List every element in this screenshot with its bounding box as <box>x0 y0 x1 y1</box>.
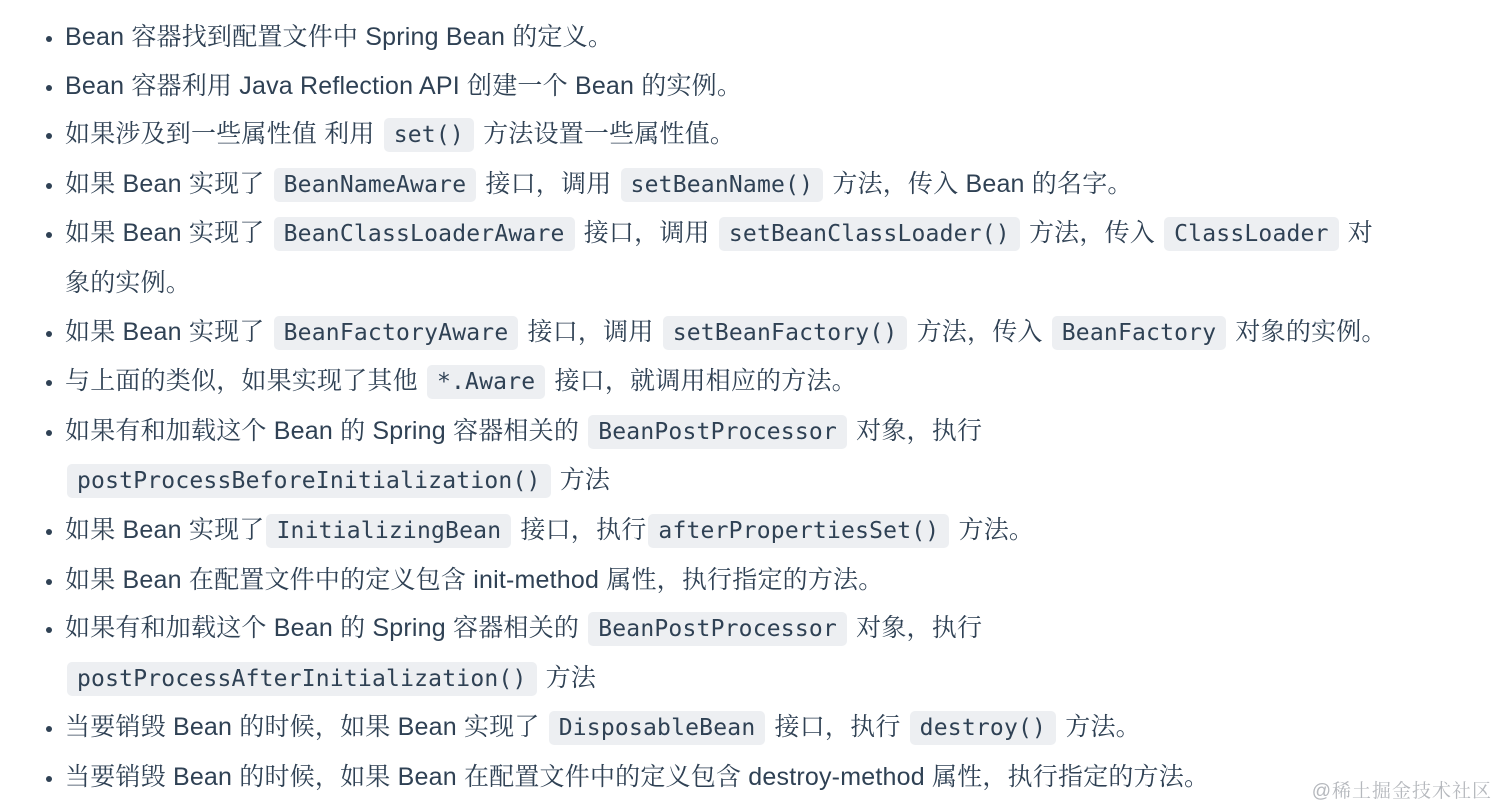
inline-code: BeanPostProcessor <box>588 415 847 449</box>
inline-code: setBeanFactory() <box>663 316 908 350</box>
text-segment: 如果 Bean 实现了 <box>65 317 272 346</box>
text-segment: 接口，执行 <box>513 515 647 544</box>
inline-code: BeanClassLoaderAware <box>274 217 575 251</box>
text-segment: 方法，传入 Bean 的名字。 <box>825 169 1133 198</box>
text-segment: 如果 Bean 实现了 <box>65 219 272 248</box>
text-segment: 对象的实例。 <box>65 219 1374 297</box>
list-item <box>65 753 1398 802</box>
list-item <box>65 110 1398 160</box>
text-segment: 方法。 <box>951 515 1035 544</box>
inline-code: set() <box>384 118 474 152</box>
text-segment: 如果有和加载这个 Bean 的 Spring 容器相关的 <box>65 614 587 643</box>
text-segment: 接口，调用 <box>576 219 717 248</box>
list-item <box>65 506 1398 556</box>
inline-code: ClassLoader <box>1164 217 1339 251</box>
text-segment: 对象的实例。 <box>1228 317 1387 346</box>
list-item <box>65 308 1398 358</box>
text-segment: Bean 容器找到配置文件中 Spring Bean 的定义。 <box>65 23 614 51</box>
text-segment: 如果涉及到一些属性值 利用 <box>65 120 382 149</box>
list-item <box>65 556 1398 605</box>
inline-code: BeanNameAware <box>274 168 477 202</box>
list-item <box>65 62 1398 111</box>
text-segment: 方法 <box>552 466 611 495</box>
text-segment: 如果有和加载这个 Bean 的 Spring 容器相关的 <box>65 416 587 445</box>
list-item <box>65 703 1398 753</box>
text-segment: 方法，传入 <box>909 317 1050 346</box>
text-segment: 接口，调用 <box>520 317 661 346</box>
text-segment: 方法 <box>538 663 597 692</box>
text-segment: 接口，就调用相应的方法。 <box>547 367 857 396</box>
inline-code: *.Aware <box>427 365 545 399</box>
inline-code: afterPropertiesSet() <box>648 514 949 548</box>
inline-code: BeanPostProcessor <box>588 612 847 646</box>
inline-code: DisposableBean <box>549 711 766 745</box>
text-segment: Bean 容器利用 Java Reflection API 创建一个 Bean 的实例。 <box>65 71 743 100</box>
text-segment: 与上面的类似，如果实现了其他 <box>65 367 425 396</box>
list-item <box>65 407 1398 506</box>
list-item <box>65 604 1398 703</box>
inline-code: InitializingBean <box>266 514 511 548</box>
watermark: @稀土掘金技术社区 <box>1311 781 1492 802</box>
list-item <box>65 357 1398 407</box>
text-segment: 方法设置一些属性值。 <box>475 120 736 149</box>
inline-code: BeanFactory <box>1052 316 1227 350</box>
inline-code: postProcessAfterInitialization() <box>67 662 537 696</box>
text-segment: 如果 Bean 在配置文件中的定义包含 init-method 属性，执行指定的方法。 <box>65 565 884 594</box>
list-item <box>65 160 1398 210</box>
text-segment: 对象，执行 <box>849 614 990 643</box>
inline-code: postProcessBeforeInitialization() <box>67 464 551 498</box>
text-segment: 当要销毁 Bean 的时候，如果 Bean 实现了 <box>65 713 547 742</box>
inline-code: BeanFactoryAware <box>274 316 519 350</box>
inline-code: setBeanName() <box>621 168 824 202</box>
text-segment: 如果 Bean 实现了 <box>65 169 272 198</box>
text-segment: 方法。 <box>1058 713 1141 742</box>
inline-code: setBeanClassLoader() <box>719 217 1020 251</box>
list-item <box>65 209 1398 307</box>
text-segment: 当要销毁 Bean 的时候，如果 Bean 在配置文件中的定义包含 destroy-method 属性，执行指定的方法。 <box>65 762 1210 791</box>
text-segment: 接口，调用 <box>478 169 619 198</box>
list-item <box>65 13 1398 62</box>
text-segment: 如果 Bean 实现了 <box>65 515 265 544</box>
inline-code: destroy() <box>910 711 1056 745</box>
text-segment: 对象，执行 <box>849 416 990 445</box>
text-segment: 接口，执行 <box>767 713 908 742</box>
text-segment: 方法，传入 <box>1021 219 1163 248</box>
